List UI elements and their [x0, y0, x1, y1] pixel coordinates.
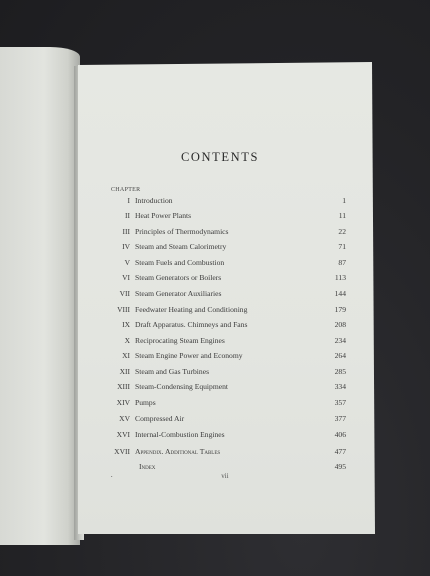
chapter-number: XV	[119, 414, 130, 423]
chapter-title: Steam Generators or Boilers	[135, 273, 222, 282]
chapter-title: Compressed Air	[135, 414, 185, 423]
chapter-title: Principles of Thermodynamics	[135, 227, 229, 236]
toc-row	[106, 242, 346, 254]
page-number: 113	[334, 273, 346, 282]
chapter-number: VIII	[117, 305, 130, 314]
chapter-number: IV	[122, 242, 130, 251]
chapter-number: X	[124, 336, 130, 345]
chapter-title: Steam Generator Auxiliaries	[135, 289, 222, 298]
toc-row	[106, 273, 346, 285]
page-number: 87	[338, 258, 346, 267]
toc-row	[106, 447, 346, 459]
page-number: 406	[334, 430, 346, 439]
chapter-column-label: CHAPTER	[111, 187, 141, 193]
chapter-number: I	[127, 196, 130, 205]
chapter-number: IX	[122, 320, 130, 329]
chapter-title: Steam Fuels and Combustion	[135, 258, 225, 267]
chapter-number: XI	[122, 351, 130, 360]
page-number: 1	[342, 196, 346, 205]
index-title: Index	[139, 462, 156, 471]
page-number: 264	[334, 351, 346, 360]
page-number: 234	[334, 336, 346, 345]
page-title: CONTENTS	[180, 150, 260, 164]
chapter-title: Steam-Condensing Equipment	[135, 382, 229, 391]
page-number: 22	[338, 227, 346, 236]
chapter-number: VI	[122, 273, 130, 282]
chapter-number: V	[124, 258, 130, 267]
chapter-title: Introduction	[135, 196, 173, 205]
page-number: 179	[334, 305, 346, 314]
page-number: 208	[334, 320, 346, 329]
page-number: 495	[334, 462, 346, 471]
left-page	[0, 47, 80, 545]
chapter-title: Steam and Steam Calorimetry	[135, 242, 227, 251]
toc-row	[106, 336, 346, 348]
toc-row	[106, 211, 346, 223]
chapter-title: Draft Apparatus. Chimneys and Fans	[135, 320, 248, 329]
page-folio: vii	[221, 472, 229, 480]
page-speck: •	[111, 474, 113, 479]
chapter-title: Appendix. Additional Tables	[135, 447, 221, 456]
toc-row	[106, 289, 346, 301]
toc-row	[106, 367, 346, 379]
page-number: 11	[338, 211, 346, 220]
toc-row	[106, 398, 346, 410]
page-number: 334	[334, 382, 346, 391]
chapter-title: Pumps	[135, 398, 156, 407]
toc-row	[106, 305, 346, 317]
chapter-number: III	[122, 227, 130, 236]
page-number: 71	[338, 242, 346, 251]
chapter-number: XIII	[117, 382, 130, 391]
page-number: 377	[334, 414, 346, 423]
chapter-number: XVI	[116, 430, 130, 439]
chapter-number: II	[125, 211, 130, 220]
chapter-number: XII	[119, 367, 130, 376]
page-number: 144	[334, 289, 346, 298]
chapter-title: Steam and Gas Turbines	[135, 367, 210, 376]
toc-row	[106, 430, 346, 442]
chapter-title: Steam Engine Power and Economy	[135, 351, 243, 360]
toc-row	[106, 382, 346, 394]
chapter-title: Feedwater Heating and Conditioning	[135, 305, 248, 314]
toc-row	[106, 414, 346, 426]
page-number: 477	[334, 447, 346, 456]
toc-row	[106, 196, 346, 208]
chapter-title: Reciprocating Steam Engines	[135, 336, 225, 345]
chapter-title: Internal-Combustion Engines	[135, 430, 225, 439]
page-number: 357	[334, 398, 346, 407]
chapter-number: XVII	[114, 447, 130, 456]
toc-row	[106, 351, 346, 363]
chapter-number: VII	[119, 289, 130, 298]
chapter-title: Heat Power Plants	[135, 211, 192, 220]
toc-row	[106, 320, 346, 332]
chapter-number: XIV	[116, 398, 130, 407]
page-number: 285	[334, 367, 346, 376]
toc-row	[106, 227, 346, 239]
toc-row	[106, 258, 346, 270]
